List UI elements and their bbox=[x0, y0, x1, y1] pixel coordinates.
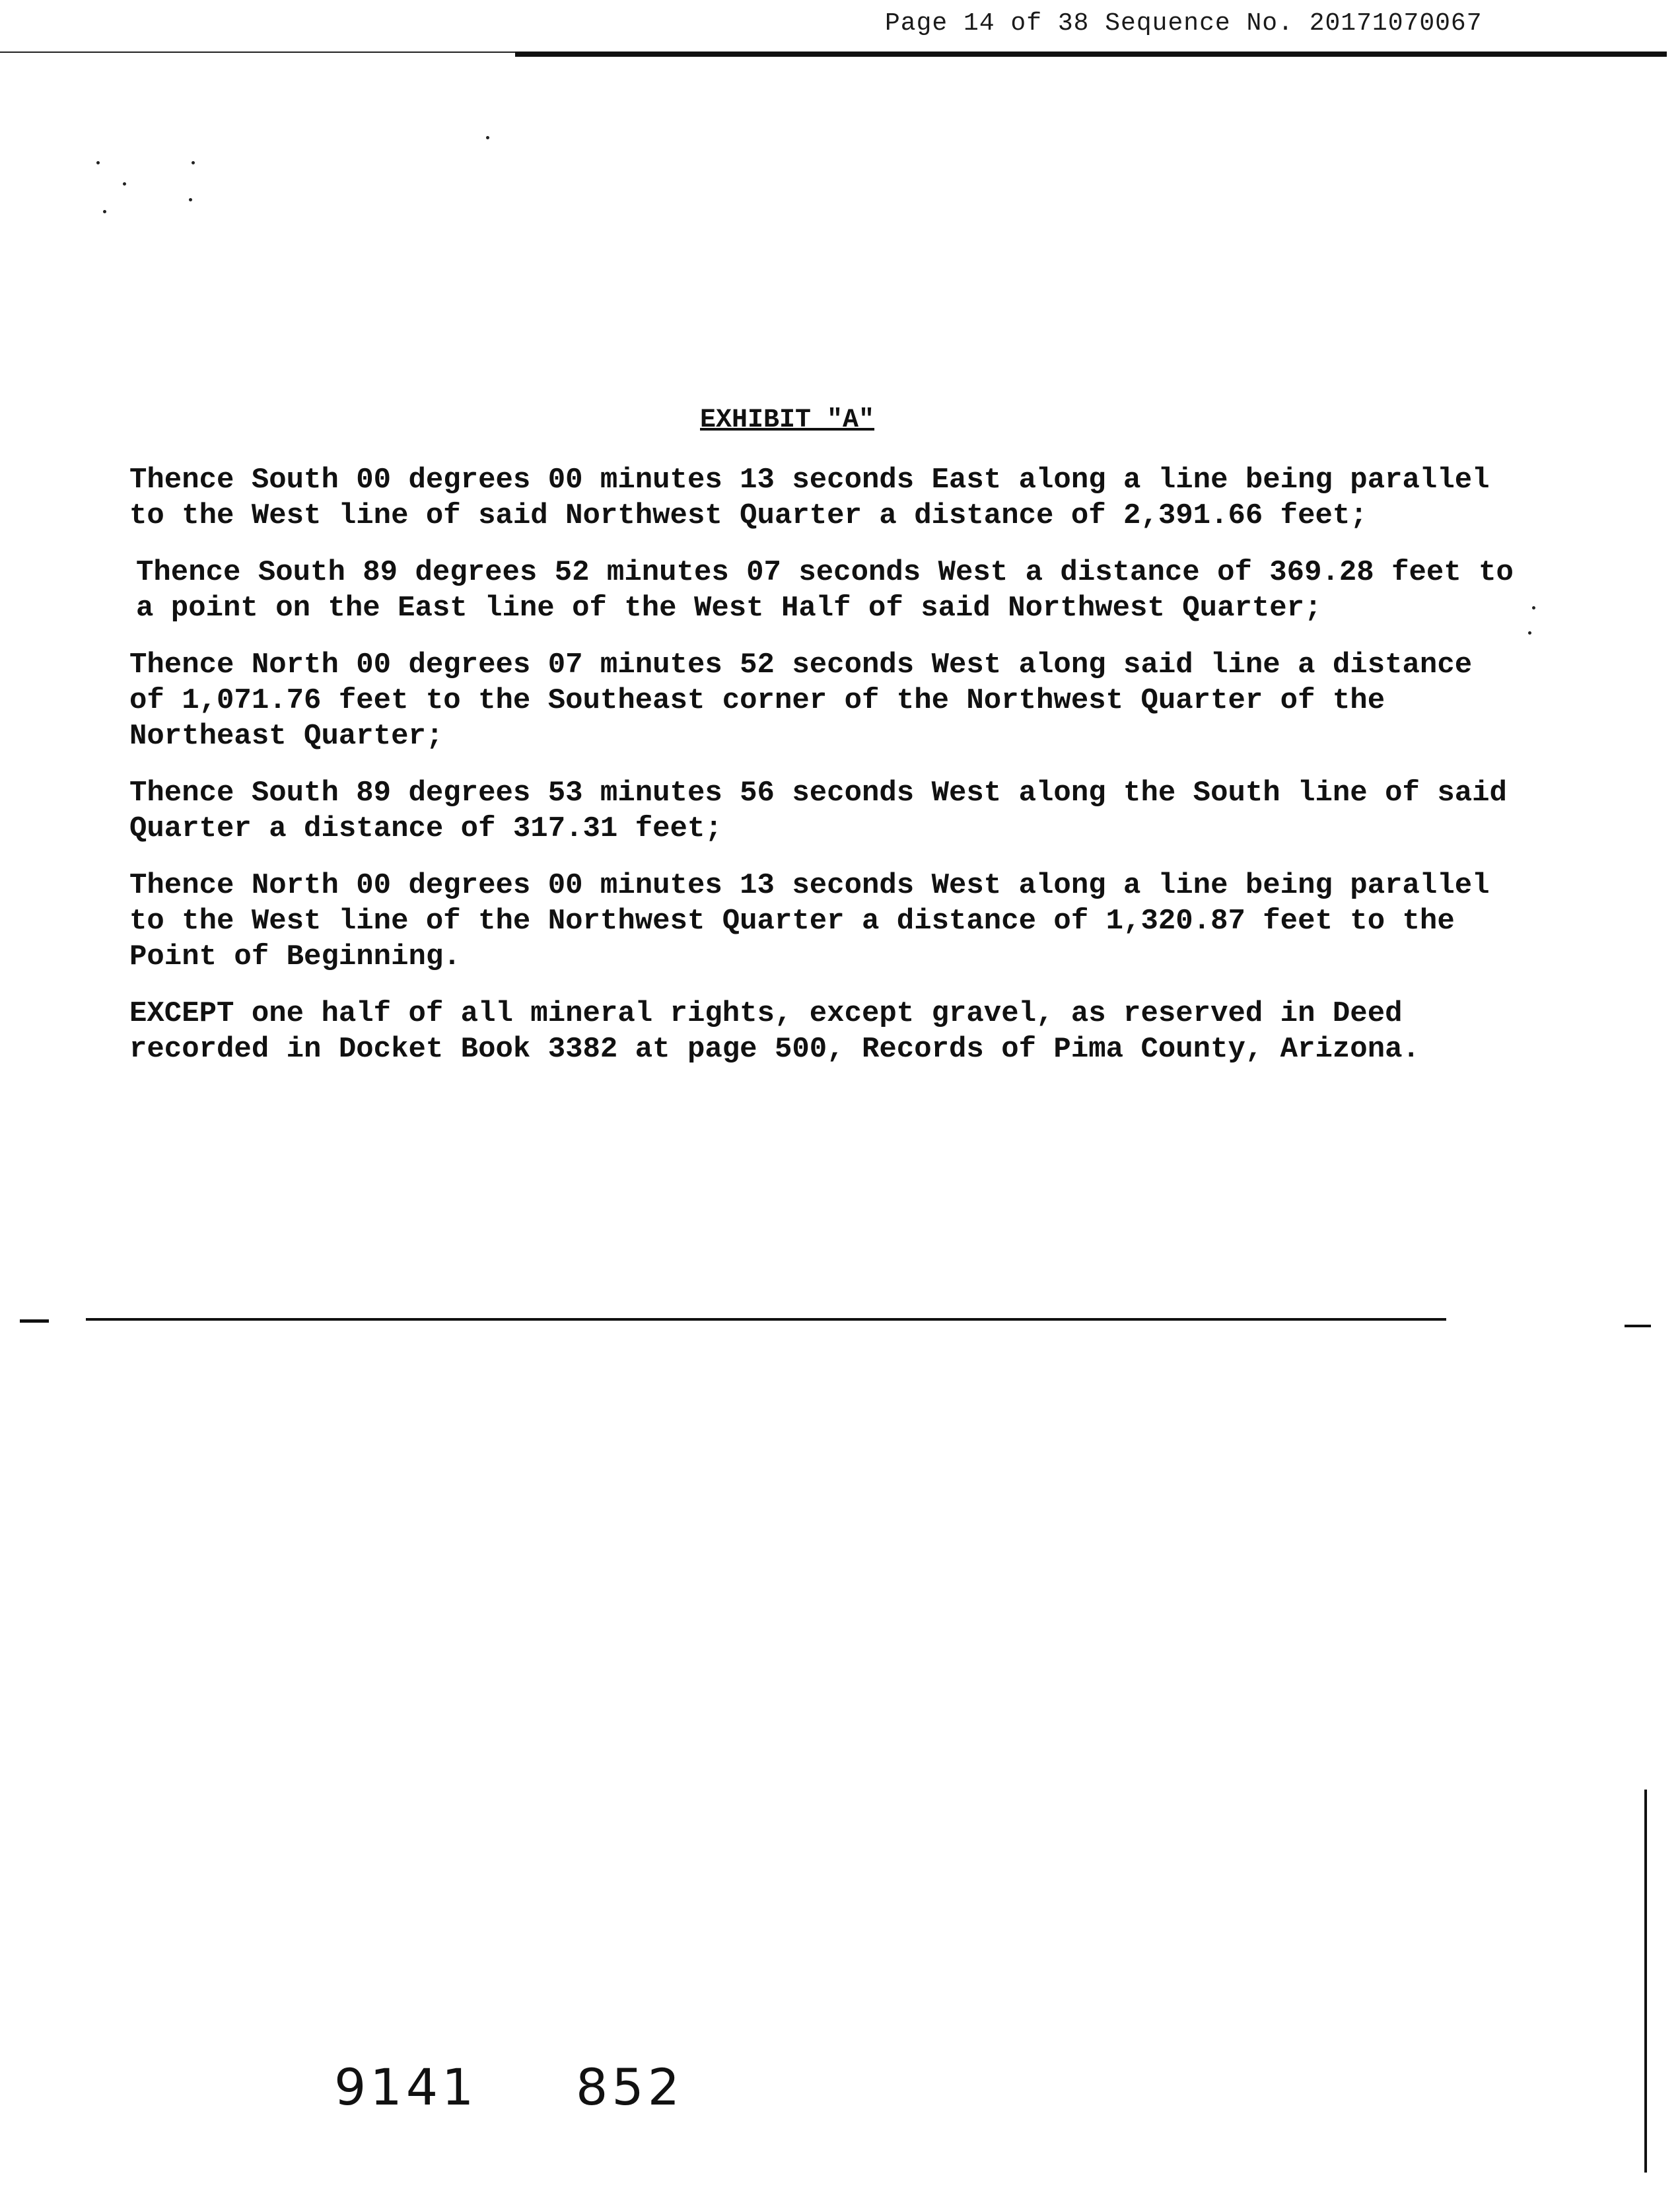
scan-speck bbox=[189, 198, 192, 201]
divider-fragment bbox=[20, 1319, 49, 1323]
top-divider bbox=[0, 52, 1680, 59]
course-paragraph: Thence South 00 degrees 00 minutes 13 seconds East along a line being parallel to the West line of said Northwest Quarter a distance of 2,391.66 feet; bbox=[129, 464, 1490, 532]
recording-book-number: 9141 bbox=[334, 2058, 478, 2116]
scan-speck bbox=[192, 161, 195, 164]
scan-speck bbox=[486, 136, 489, 139]
legal-description bbox=[129, 462, 1529, 1088]
exception-paragraph: EXCEPT one half of all mineral rights, except gravel, as reserved in Deed recorded in Docket Book 3382 at page 500, Records of Pima County, Arizona. bbox=[129, 997, 1420, 1066]
exhibit-title: EXHIBIT "A" bbox=[700, 405, 875, 435]
top-divider-thick bbox=[515, 52, 1667, 57]
top-divider-thin bbox=[0, 52, 515, 53]
margin-rule bbox=[1644, 1790, 1647, 2173]
middle-divider bbox=[86, 1318, 1446, 1321]
course-paragraph: Thence South 89 degrees 53 minutes 56 seconds West along the South line of said Quarter a distance of 317.31 feet; bbox=[129, 777, 1507, 845]
scan-speck bbox=[123, 182, 126, 186]
divider-fragment bbox=[1625, 1325, 1651, 1327]
scan-speck bbox=[1532, 606, 1535, 610]
recording-page-number: 852 bbox=[576, 2058, 684, 2116]
scan-speck bbox=[103, 210, 106, 213]
page-header: Page 14 of 38 Sequence No. 20171070067 bbox=[885, 9, 1483, 38]
course-paragraph: Thence North 00 degrees 00 minutes 13 seconds West along a line being parallel to the West line of the Northwest Quarter a distance of 1,320.87 feet to the Point of Beginning. bbox=[129, 869, 1490, 973]
course-paragraph: Thence South 89 degrees 52 minutes 07 seconds West a distance of 369.28 feet to a point on the East line of the West Half of said Northwest Quarter; bbox=[136, 556, 1514, 625]
scan-speck bbox=[96, 161, 100, 164]
course-paragraph: Thence North 00 degrees 07 minutes 52 seconds West along said line a distance of 1,071.76 feet to the Southeast corner of the Northwest Quarter of the Northeast Quarter; bbox=[129, 648, 1473, 753]
